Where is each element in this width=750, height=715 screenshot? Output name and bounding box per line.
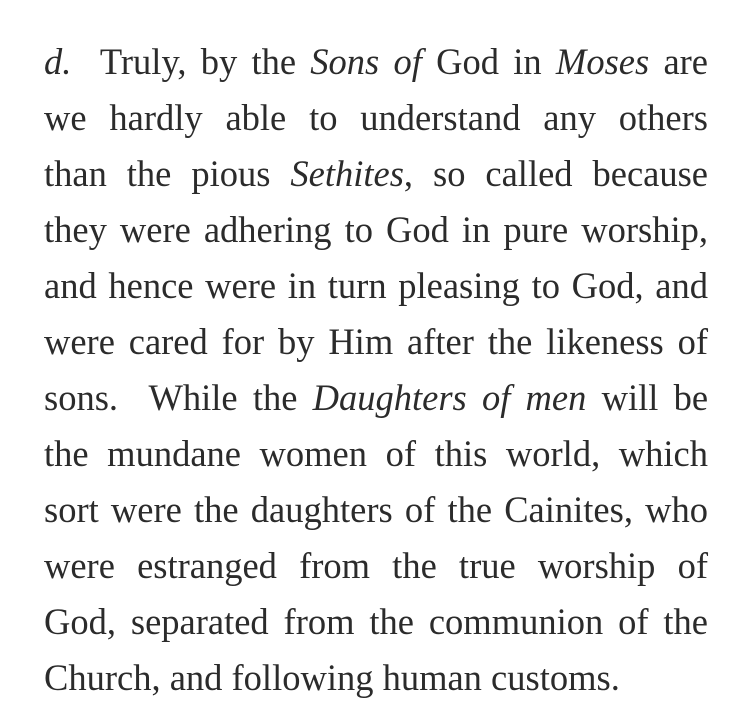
- text-run: sons. While the: [44, 377, 313, 418]
- italic-run: Sons of: [310, 41, 422, 82]
- text-run: Truly, by the: [71, 41, 311, 82]
- text-line-2: [44, 96, 708, 140]
- text-run: , so called because: [403, 153, 708, 194]
- text-run: God in: [421, 41, 556, 82]
- text-line-1: [44, 40, 708, 84]
- text-line-10: [44, 544, 708, 588]
- text-run: God, separated from the communion of the: [44, 601, 708, 642]
- text-run: we hardly able to understand any others: [44, 97, 708, 138]
- italic-run: Moses: [555, 41, 650, 82]
- text-line-3: [44, 152, 708, 196]
- text-line-5: [44, 264, 708, 308]
- text-line-9: [44, 488, 708, 532]
- text-line-11: [44, 600, 708, 644]
- text-run: than the pious: [44, 153, 291, 194]
- italic-run: d.: [44, 41, 72, 82]
- text-run: the mundane women of this world, which: [44, 433, 708, 474]
- italic-run: Sethites: [290, 153, 404, 194]
- text-run: sort were the daughters of the Cainites, who: [44, 489, 708, 530]
- text-line-12: [44, 656, 708, 700]
- text-line-6: [44, 320, 708, 364]
- text-run: will be: [586, 377, 709, 418]
- text-line-7: [44, 376, 708, 420]
- text-run: they were adhering to God in pure worship,: [44, 209, 708, 250]
- text-run: were cared for by Him after the likeness of: [44, 321, 708, 362]
- text-run: Church, and following human customs.: [44, 657, 620, 698]
- text-run: and hence were in turn pleasing to God, and: [44, 265, 708, 306]
- text-line-8: [44, 432, 708, 476]
- text-line-4: [44, 208, 708, 252]
- text-run: are: [649, 41, 708, 82]
- italic-run: Daughters of men: [312, 377, 587, 418]
- text-run: were estranged from the true worship of: [44, 545, 708, 586]
